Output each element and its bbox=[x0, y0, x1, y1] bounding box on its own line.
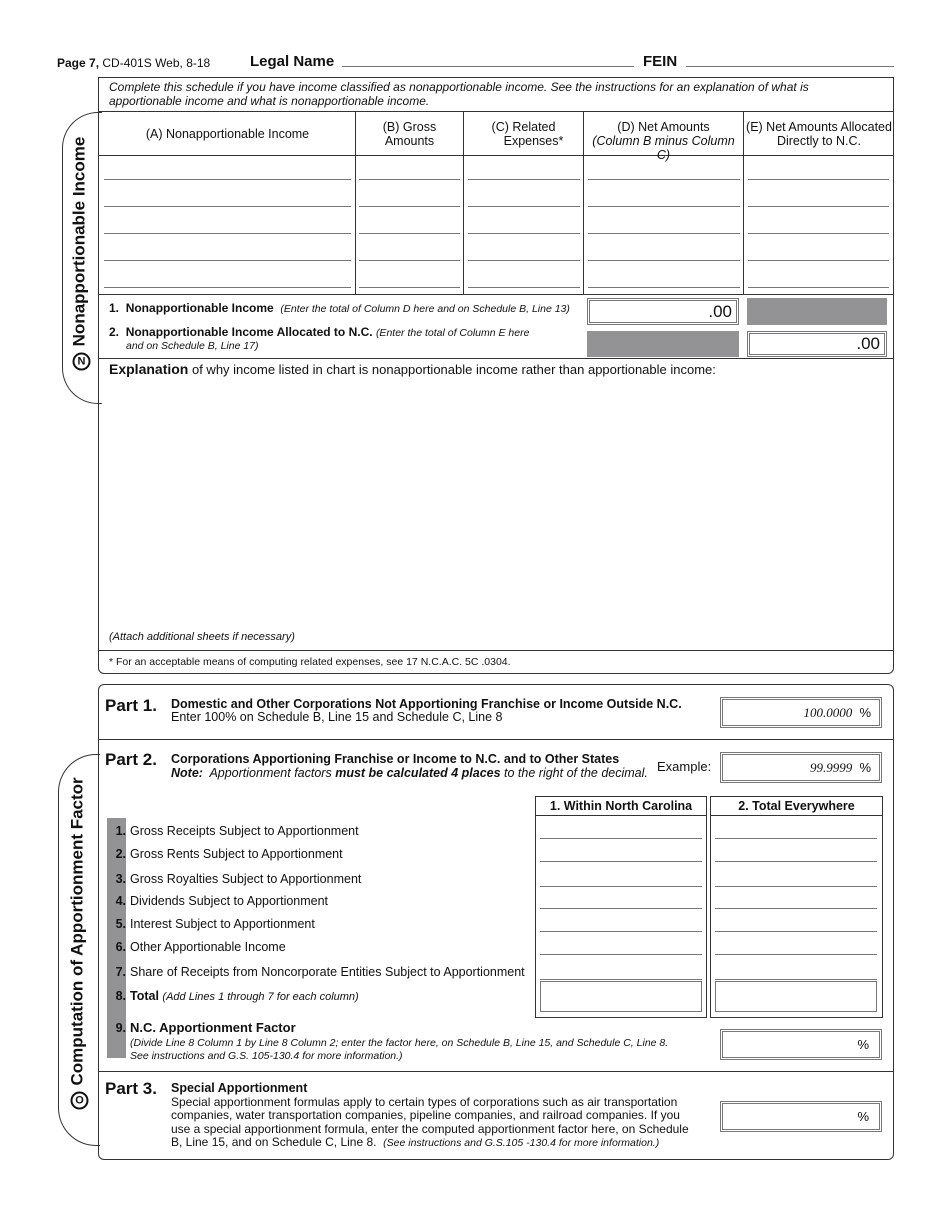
row-label: Share of Receipts from Noncorporate Entities Subject to Apportionment bbox=[130, 965, 525, 979]
part2-text: Corporations Apportioning Franchise or Income to N.C. and to Other States Note: Apportionment factors must be calculated 4 places to the right of the decimal. bbox=[171, 752, 648, 780]
part1-divider bbox=[98, 739, 894, 740]
explanation-top bbox=[98, 358, 894, 359]
fein-field[interactable] bbox=[686, 66, 894, 67]
row8-col1-box[interactable] bbox=[540, 981, 702, 1012]
row-label: Dividends Subject to Apportionment bbox=[130, 894, 329, 908]
table-header-top bbox=[98, 111, 894, 112]
entry-line-r3-c1[interactable] bbox=[104, 233, 351, 234]
line1-shaded-cell bbox=[747, 298, 887, 325]
page-header bbox=[57, 56, 210, 70]
section-o-title: OComputation of Apportionment Factor bbox=[68, 790, 89, 1110]
col-c-header: (C) Related Expenses* bbox=[491, 120, 564, 148]
entry-line-r2-c5[interactable] bbox=[748, 206, 889, 207]
row-label: Interest Subject to Apportionment bbox=[130, 917, 315, 931]
row2-col2-field[interactable] bbox=[715, 861, 877, 862]
entry-line-r5-c2[interactable] bbox=[359, 287, 460, 288]
row1-col2-field[interactable] bbox=[715, 838, 877, 839]
row8-label: Total (Add Lines 1 through 7 for each column) bbox=[130, 989, 359, 1003]
line2-row: 2. Nonapportionable Income Allocated to N.C. (Enter the total of Column E here and on Schedule B, Line 17) bbox=[109, 325, 530, 352]
entry-line-r2-c4[interactable] bbox=[588, 206, 740, 207]
section-n-top-border bbox=[98, 77, 894, 78]
section-n-intro: Complete this schedule if you have income classified as nonapportionable income. See the instructions for an explanation of what is apportionable income and what is nonapportionable income. bbox=[109, 80, 809, 108]
row-number: 6. bbox=[115, 940, 126, 954]
entry-line-r5-c3[interactable] bbox=[468, 287, 580, 288]
part3-value-box[interactable]: % bbox=[720, 1101, 882, 1132]
col1-header-rule bbox=[535, 815, 707, 816]
row6-col1-field[interactable] bbox=[540, 954, 702, 955]
entry-line-r4-c4[interactable] bbox=[588, 260, 740, 261]
explanation-textarea[interactable] bbox=[100, 380, 892, 630]
entry-line-r5-c5[interactable] bbox=[748, 287, 889, 288]
part1-label: Part 1. bbox=[105, 696, 157, 715]
section-n-title: NNonapportionable Income bbox=[70, 134, 91, 374]
attach-note: (Attach additional sheets if necessary) bbox=[109, 631, 295, 643]
entry-line-r1-c5[interactable] bbox=[748, 179, 889, 180]
legal-name-label: Legal Name bbox=[250, 53, 335, 70]
row-number: 5. bbox=[115, 917, 126, 931]
page-number: Page 7, bbox=[57, 56, 100, 70]
entry-line-r1-c1[interactable] bbox=[104, 179, 351, 180]
row-label: Gross Rents Subject to Apportionment bbox=[130, 847, 343, 861]
entry-line-r3-c5[interactable] bbox=[748, 233, 889, 234]
entry-line-r2-c3[interactable] bbox=[468, 206, 580, 207]
row5-col1-field[interactable] bbox=[540, 931, 702, 932]
col-e-header: (E) Net Amounts Allocated Directly to N.C. bbox=[746, 120, 892, 148]
entry-line-r4-c5[interactable] bbox=[748, 260, 889, 261]
row-label: Other Apportionable Income bbox=[130, 940, 286, 954]
line2-shaded-cell bbox=[587, 331, 739, 357]
entry-line-r3-c3[interactable] bbox=[468, 233, 580, 234]
fein-label: FEIN bbox=[643, 53, 678, 70]
row9-number: 9. bbox=[115, 1021, 126, 1035]
col-d-header: (D) Net Amounts (Column B minus Column C) bbox=[592, 120, 735, 162]
line2-value-box[interactable]: .00 bbox=[747, 331, 887, 357]
entry-line-r2-c2[interactable] bbox=[359, 206, 460, 207]
row4-col1-field[interactable] bbox=[540, 908, 702, 909]
row2-col1-field[interactable] bbox=[540, 861, 702, 862]
row-number: 1. bbox=[115, 824, 126, 838]
col-a-header: (A) Nonapportionable Income bbox=[145, 127, 310, 141]
row-label: Gross Royalties Subject to Apportionment bbox=[130, 872, 362, 886]
row9-label: N.C. Apportionment Factor (Divide Line 8 Column 1 by Line 8 Column 2; enter the factor here, on Schedule B, Line 15, and Schedule C, Line 8. See instructions and G.S. 105-130.4 for more information.) bbox=[130, 1020, 669, 1062]
row6-col2-field[interactable] bbox=[715, 954, 877, 955]
section-n-letter-icon: N bbox=[73, 352, 91, 370]
line1-row: 1. Nonapportionable Income (Enter the total of Column D here and on Schedule B, Line 13) bbox=[109, 301, 570, 315]
entry-line-r1-c2[interactable] bbox=[359, 179, 460, 180]
entry-line-r4-c3[interactable] bbox=[468, 260, 580, 261]
table-header-bottom bbox=[98, 155, 894, 156]
entry-line-r3-c4[interactable] bbox=[588, 233, 740, 234]
col2-header-rule bbox=[710, 815, 883, 816]
footnote-divider bbox=[98, 650, 894, 651]
row3-col1-field[interactable] bbox=[540, 886, 702, 887]
entry-line-r5-c4[interactable] bbox=[588, 287, 740, 288]
entry-line-r2-c1[interactable] bbox=[104, 206, 351, 207]
part3-text: Special Apportionment Special apportionment formulas apply to certain types of corporations such as air transportation companies, water transportation companies, pipeline companies, and railroad companies. If you use a special apportionment formula, enter the computed apportionment factor here, on Schedule B, Line 15, and on Schedule C, Line 8. (See instructions and G.S.105 -130.4 for more information.) bbox=[171, 1081, 689, 1149]
example-value-box: 99.9999 % bbox=[720, 752, 882, 783]
entry-line-r1-c3[interactable] bbox=[468, 179, 580, 180]
footnote: * For an acceptable means of computing related expenses, see 17 N.C.A.C. 5C .0304. bbox=[109, 656, 511, 668]
row8-number: 8. bbox=[115, 989, 126, 1003]
col2-header: 2. Total Everywhere bbox=[738, 799, 855, 813]
row5-col2-field[interactable] bbox=[715, 931, 877, 932]
entry-line-r4-c1[interactable] bbox=[104, 260, 351, 261]
legal-name-field[interactable] bbox=[342, 66, 634, 67]
row-label: Gross Receipts Subject to Apportionment bbox=[130, 824, 359, 838]
row9-value-box[interactable]: % bbox=[720, 1029, 882, 1060]
section-o-letter-icon: O bbox=[71, 1092, 89, 1110]
col-b-header: (B) Gross Amounts bbox=[382, 120, 437, 148]
explanation-label: Explanation of why income listed in chart is nonapportionable income rather than apportionable income: bbox=[109, 361, 716, 377]
row-number: 7. bbox=[115, 965, 126, 979]
row-number: 3. bbox=[115, 872, 126, 886]
entry-line-r1-c4[interactable] bbox=[588, 179, 740, 180]
row1-col1-field[interactable] bbox=[540, 838, 702, 839]
row-number: 2. bbox=[115, 847, 126, 861]
row4-col2-field[interactable] bbox=[715, 908, 877, 909]
row7-col1-field[interactable] bbox=[540, 979, 702, 980]
part3-label: Part 3. bbox=[105, 1079, 157, 1098]
row3-col2-field[interactable] bbox=[715, 886, 877, 887]
part1-value-box[interactable]: 100.0000 % bbox=[720, 697, 882, 728]
entry-line-r3-c2[interactable] bbox=[359, 233, 460, 234]
col1-header: 1. Within North Carolina bbox=[549, 799, 693, 813]
row7-col2-field[interactable] bbox=[715, 979, 877, 980]
part1-text: Domestic and Other Corporations Not Apportioning Franchise or Income Outside N.C. Enter 100% on Schedule B, Line 15 and Schedule C, Line 8 bbox=[171, 697, 682, 724]
line1-value-box[interactable]: .00 bbox=[587, 298, 739, 325]
table-bottom bbox=[98, 294, 894, 295]
entry-line-r5-c1[interactable] bbox=[104, 287, 351, 288]
row-number: 4. bbox=[115, 894, 126, 908]
row8-col2-box[interactable] bbox=[715, 981, 877, 1012]
part2-divider bbox=[98, 1071, 894, 1072]
part2-label: Part 2. bbox=[105, 750, 157, 769]
form-id: CD-401S Web, 8-18 bbox=[102, 56, 211, 70]
entry-line-r4-c2[interactable] bbox=[359, 260, 460, 261]
example-label: Example: bbox=[657, 759, 712, 774]
